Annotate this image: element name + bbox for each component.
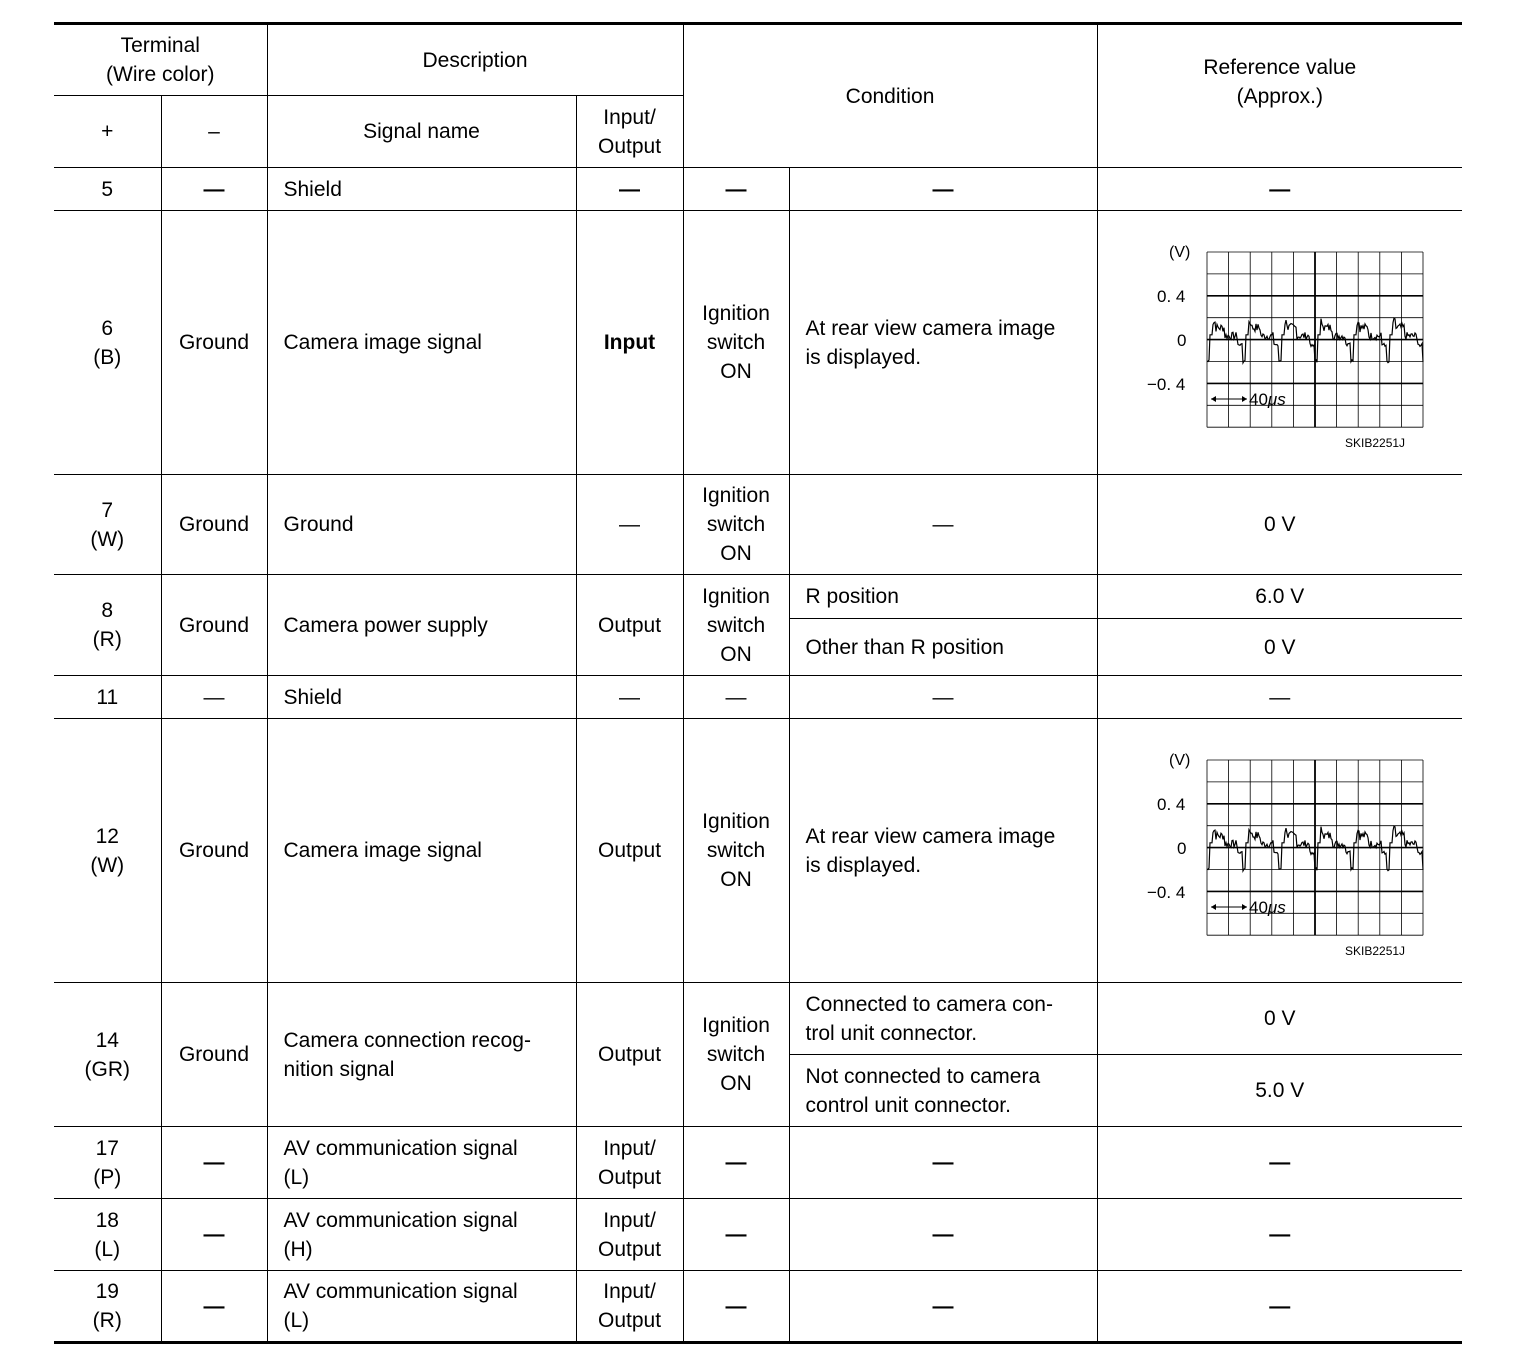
minus-cell [161, 676, 267, 719]
detail-cell [789, 983, 1097, 1055]
terminal-number: 7 [101, 498, 114, 522]
reference-cell [1097, 1127, 1462, 1199]
terminal-table [54, 22, 1462, 1344]
condition-line-3: ON [720, 542, 752, 565]
condition-cell [683, 719, 789, 983]
waveform-figure [1135, 745, 1425, 957]
figure-code: SKIB2251J [1344, 435, 1405, 449]
waveform-tick-bot: −0. 4 [1146, 374, 1186, 394]
minus-cell [161, 1127, 267, 1199]
table-row [54, 1271, 1462, 1343]
reference-cell [1097, 475, 1462, 575]
signal-cell [267, 211, 576, 475]
condition-cell [683, 575, 789, 676]
reference-cell [1097, 1271, 1462, 1343]
minus-value: — [203, 1294, 225, 1318]
condition-cell [683, 676, 789, 719]
detail-cell [789, 475, 1097, 575]
time-span-label [1249, 898, 1286, 917]
terminal-number: 8 [101, 599, 114, 622]
detail-line-1: At rear view camera image [805, 824, 1056, 848]
table-row [54, 575, 1462, 619]
condition-line-3: ON [720, 642, 752, 666]
waveform-grid [1207, 760, 1423, 935]
detail-line-1: Connected to camera con- [805, 992, 1053, 1016]
condition-line-2: switch [706, 839, 766, 862]
signal-cell [267, 168, 576, 211]
header-io-label-1: Input/ [603, 105, 656, 129]
condition-value: — [725, 1294, 747, 1318]
condition-line-1: Ignition [702, 484, 770, 507]
terminal-cell [54, 1127, 161, 1199]
terminal-cell [54, 168, 161, 211]
terminal-number: 12 [95, 824, 119, 848]
minus-value: — [203, 1151, 225, 1174]
time-span-value: 40 [1248, 389, 1268, 409]
detail-cell [789, 619, 1097, 676]
header-wire-color-label: (Wire color) [106, 63, 215, 86]
detail-value: — [932, 1294, 954, 1318]
header-description [267, 24, 683, 96]
signal-line-1: Camera connection recog- [283, 1028, 531, 1052]
minus-value: — [203, 177, 225, 201]
waveform-tick-mid: 0 [1176, 838, 1187, 858]
io-value: — [619, 685, 640, 709]
io-line-1: Input/ [603, 1136, 656, 1160]
reference-cell [1097, 676, 1462, 719]
minus-value: Ground [178, 613, 250, 637]
table-row [54, 168, 1462, 211]
table-row [54, 1199, 1462, 1271]
minus-cell [161, 211, 267, 475]
io-value: Output [597, 839, 662, 862]
signal-cell [267, 676, 576, 719]
condition-line-3: ON [720, 868, 752, 891]
signal-line-2: (L) [283, 1309, 310, 1332]
reference-value: — [1269, 1151, 1291, 1174]
terminal-number: 6 [101, 316, 114, 340]
time-span-label [1249, 390, 1286, 409]
condition-line-3: ON [720, 1072, 752, 1095]
io-line-2: Output [597, 1309, 662, 1332]
table-row [54, 676, 1462, 719]
condition-cell [683, 1271, 789, 1343]
minus-value: Ground [178, 331, 250, 354]
header-input-output [576, 96, 683, 168]
time-span-unit: μs [1267, 897, 1286, 917]
minus-value: Ground [178, 1043, 250, 1066]
condition-value: — [725, 685, 747, 709]
io-line-1: Input/ [603, 1280, 656, 1303]
reference-value: 5.0 V [1255, 1079, 1305, 1102]
minus-cell [161, 983, 267, 1127]
wire-color: (R) [92, 1309, 122, 1332]
reference-cell [1097, 619, 1462, 676]
signal-line-1: AV communication signal [283, 1136, 518, 1160]
condition-line-1: Ignition [702, 302, 770, 325]
signal-cell [267, 475, 576, 575]
condition-cell [683, 168, 789, 211]
terminal-cell [54, 676, 161, 719]
condition-line-2: switch [706, 331, 766, 354]
io-value: Output [597, 613, 662, 637]
io-value: — [619, 177, 640, 201]
signal-line-2: (L) [283, 1165, 310, 1189]
condition-line-3: ON [720, 360, 752, 383]
minus-cell [161, 1199, 267, 1271]
waveform-tick-top: 0. 4 [1156, 286, 1186, 306]
header-condition [683, 24, 1097, 168]
detail-value: — [932, 513, 954, 536]
io-cell [576, 211, 683, 475]
minus-cell [161, 719, 267, 983]
terminal-number: 14 [95, 1028, 119, 1052]
minus-cell [161, 1271, 267, 1343]
reference-value: 0 V [1264, 635, 1296, 659]
signal-cell [267, 1271, 576, 1343]
header-approx-label: (Approx.) [1236, 84, 1323, 108]
detail-cell [789, 1127, 1097, 1199]
table-row [54, 475, 1462, 575]
wire-color: (W) [90, 853, 125, 877]
signal-cell [267, 983, 576, 1127]
condition-cell [683, 983, 789, 1127]
detail-line-2: is displayed. [805, 345, 922, 369]
io-cell [576, 1127, 683, 1199]
wire-color: (B) [93, 345, 122, 369]
waveform-tick-top: 0. 4 [1156, 794, 1186, 814]
reference-value: 6.0 V [1255, 585, 1305, 608]
signal-name: Camera image signal [283, 331, 482, 354]
terminal-cell [54, 719, 161, 983]
header-reference-value [1097, 24, 1462, 168]
detail-cell [789, 1055, 1097, 1127]
io-cell [576, 168, 683, 211]
io-value: Input [603, 331, 656, 354]
terminal-number: 18 [95, 1208, 119, 1232]
condition-cell [683, 1127, 789, 1199]
table-row [54, 719, 1462, 983]
minus-cell [161, 168, 267, 211]
minus-value: Ground [178, 839, 250, 862]
reference-cell [1097, 575, 1462, 619]
terminal-cell [54, 983, 161, 1127]
io-cell [576, 719, 683, 983]
detail-cell [789, 1199, 1097, 1271]
figure-code: SKIB2251J [1344, 943, 1405, 957]
minus-value: — [203, 685, 225, 709]
detail-cell [789, 719, 1097, 983]
terminal-cell [54, 475, 161, 575]
condition-line-2: switch [706, 613, 766, 637]
condition-cell [683, 475, 789, 575]
detail-cell [789, 575, 1097, 619]
reference-cell [1097, 719, 1462, 983]
waveform-unit: (V) [1168, 751, 1191, 769]
terminal-number: 19 [95, 1280, 119, 1303]
condition-value: — [725, 1151, 747, 1174]
signal-name: Shield [283, 685, 342, 709]
header-plus [54, 96, 161, 168]
condition-cell [683, 1199, 789, 1271]
minus-value: — [203, 1223, 225, 1246]
waveform-grid [1207, 252, 1423, 427]
signal-name: Camera power supply [283, 613, 488, 637]
reference-cell [1097, 983, 1462, 1055]
signal-line-2: nition signal [283, 1057, 395, 1081]
detail-cell [789, 168, 1097, 211]
terminal-number: 11 [96, 685, 119, 709]
reference-value: 0 V [1264, 1007, 1296, 1030]
detail-value: — [932, 1223, 954, 1246]
header-row-1 [54, 24, 1462, 96]
minus-value: Ground [178, 513, 250, 536]
header-condition-label: Condition [845, 84, 935, 108]
signal-line-2: (H) [283, 1237, 313, 1261]
waveform-graph [1135, 745, 1425, 957]
io-line-1: Input/ [603, 1208, 656, 1232]
detail-value: — [932, 177, 954, 201]
reference-value: — [1269, 1294, 1291, 1318]
signal-cell [267, 1199, 576, 1271]
io-cell [576, 575, 683, 676]
condition-line-1: Ignition [702, 810, 770, 833]
reference-cell [1097, 1055, 1462, 1127]
terminal-cell [54, 211, 161, 475]
waveform-tick-mid: 0 [1176, 330, 1187, 350]
detail-cell [789, 676, 1097, 719]
io-cell [576, 475, 683, 575]
detail-value: — [932, 1151, 954, 1174]
detail-line-2: is displayed. [805, 853, 922, 877]
signal-name: Ground [283, 513, 354, 536]
terminal-cell [54, 1271, 161, 1343]
detail-line-2: control unit connector. [805, 1093, 1011, 1117]
reference-value: — [1269, 177, 1291, 201]
header-minus [161, 96, 267, 168]
wire-color: (P) [93, 1165, 122, 1189]
condition-value: — [725, 177, 747, 201]
header-minus-label: – [208, 120, 220, 143]
reference-value: — [1269, 685, 1291, 709]
terminal-number: 5 [101, 177, 114, 201]
terminal-cell [54, 1199, 161, 1271]
header-terminal [54, 24, 267, 96]
detail-cell [789, 211, 1097, 475]
io-line-2: Output [597, 1165, 662, 1189]
header-reference-label: Reference value [1203, 55, 1357, 79]
header-signal-name-label: Signal name [363, 120, 480, 143]
minus-cell [161, 575, 267, 676]
condition-line-1: Ignition [702, 584, 770, 608]
condition-line-2: switch [706, 513, 766, 536]
detail-cell [789, 1271, 1097, 1343]
reference-value: 0 V [1264, 513, 1296, 536]
terminal-number: 17 [95, 1136, 119, 1160]
reference-value: — [1269, 1223, 1291, 1246]
header-io-label-2: Output [597, 134, 662, 158]
waveform-tick-bot: −0. 4 [1146, 882, 1186, 902]
io-value: — [619, 513, 640, 536]
detail-value: Other than R position [805, 635, 1004, 659]
signal-name: Camera image signal [283, 839, 482, 862]
reference-cell [1097, 211, 1462, 475]
waveform-graph [1135, 237, 1425, 449]
signal-name: Shield [283, 177, 342, 201]
signal-line-1: AV communication signal [283, 1280, 518, 1303]
table-row [54, 983, 1462, 1055]
time-span-value: 40 [1248, 897, 1268, 917]
detail-line-2: trol unit connector. [805, 1021, 978, 1045]
minus-cell [161, 475, 267, 575]
detail-value: — [932, 685, 954, 709]
condition-cell [683, 211, 789, 475]
time-span-unit: μs [1267, 389, 1286, 409]
header-description-label: Description [422, 48, 528, 72]
signal-line-1: AV communication signal [283, 1208, 518, 1232]
header-signal-name [267, 96, 576, 168]
io-value: Output [597, 1043, 662, 1066]
table-row [54, 211, 1462, 475]
header-plus-label: + [101, 120, 114, 143]
detail-line-1: Not connected to camera [805, 1064, 1041, 1088]
io-cell [576, 676, 683, 719]
io-cell [576, 1199, 683, 1271]
reference-cell [1097, 168, 1462, 211]
condition-line-2: switch [706, 1043, 766, 1066]
waveform-unit: (V) [1168, 243, 1191, 261]
wire-color: (L) [94, 1237, 121, 1261]
wire-color: (GR) [84, 1057, 130, 1081]
terminal-cell [54, 575, 161, 676]
detail-value: R position [805, 585, 899, 608]
io-line-2: Output [597, 1237, 662, 1261]
detail-line-1: At rear view camera image [805, 316, 1056, 340]
reference-cell [1097, 1199, 1462, 1271]
wire-color: (R) [92, 628, 122, 651]
signal-cell [267, 1127, 576, 1199]
io-cell [576, 1271, 683, 1343]
header-terminal-label: Terminal [120, 34, 200, 57]
signal-cell [267, 719, 576, 983]
condition-line-1: Ignition [702, 1014, 770, 1037]
waveform-figure [1135, 237, 1425, 449]
wire-color: (W) [90, 527, 125, 551]
io-cell [576, 983, 683, 1127]
table-row [54, 1127, 1462, 1199]
condition-value: — [725, 1223, 747, 1246]
signal-cell [267, 575, 576, 676]
